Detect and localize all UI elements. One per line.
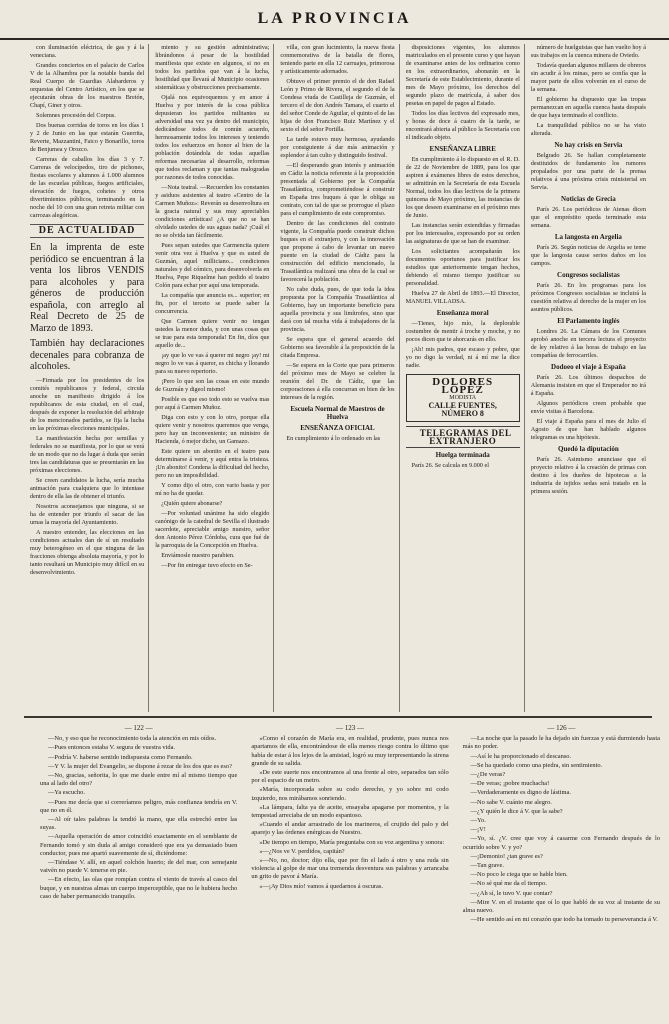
paragraph: París 26. Los últimos despachos de Alemania insisten en que el Emperador no irá á España. xyxy=(530,374,646,397)
paragraph: —Yo, sí. ¿V. cree que voy á casarme con Fernando después de lo ocurrido sobre V. y yo? xyxy=(462,835,660,851)
column-1 xyxy=(30,44,149,712)
paragraph: La tranquilidad pública no se ha visto alterada. xyxy=(530,122,646,137)
paragraph: —Y V. la mujer del Evangelio, se dispone á rezar de los dos que es eso? xyxy=(48,762,232,770)
paragraph: ¡ay que lo ve vas á querer mi negro ¡ay! mi negro lo ve vas á querer, es chicha y llorando para su nuevo repertorio. xyxy=(155,352,270,375)
paragraph: —Tan grave. xyxy=(470,862,504,870)
paragraph: —Ya escucho. xyxy=(48,789,85,797)
paragraph: »—¡Ay Dios mío! vamos á quedarnos á oscuras. xyxy=(259,882,383,890)
paragraph: En cumplimiento á lo dispuesto en el R. D. de 22 de Noviembre de 1889, para los que aspiren á exámenes libres de estos derechos, se admitirán en la Secretaría de esta Escuela Normal, todos los días lectivos de la primera quincena de Mayo próximo, las instancias de los que deseen examinarse en el próximo mes de Junio. xyxy=(405,156,520,219)
ad-role: MODISTA xyxy=(449,395,477,401)
paragraph: —¿De veras? xyxy=(470,771,506,779)
paragraph: »De este suerte nos encontramos al una frente al otro, separados tan sólo por el espacio de un metro. xyxy=(251,769,449,785)
paragraph: El viaje á España para el mes de Julio el Agosto de que han hablado algunos telegramas es una hipótesis. xyxy=(530,418,646,441)
paragraph: Pues sepan ustedes que Carmencita quiere venir otra vez á Huelva y que es usted de Guzmán, aquel milliciano... condiciones naturales y del cómico, para desenvolverla en Huelva, Pepe Riquelme han pedido el teatro Colón para echar por aquí una temporada. xyxy=(155,242,270,289)
paragraph: ¡Ah! mis padres, que escaso y pobre, que yo no digo la verdad, ni á mí me la dice nadie. xyxy=(405,346,520,369)
newspaper-title: LA PROVINCIA xyxy=(257,10,412,27)
paragraph: —Se espera en la Corte que para primeros del próximo mes de Mayo se celebre la reunión del Dr. de Cádiz, que las corporaciones á ella concurran en bien de los intereses de la región. xyxy=(280,362,395,401)
masthead xyxy=(0,0,669,40)
paragraph: ¿Quién quiere abonarse? xyxy=(161,500,223,507)
paragraph: —El desperando gran interés y animación en Cádiz la noticia referente á la proposición presentada al Gobierno por la Compañía Trasatlántica, comprometiéndose á construir en España tres buques á que le obliga su contrato, con tal de que se prorrogue el plazo para el cumplimiento de este compromiso. xyxy=(280,162,395,217)
paragraph: París 26. Según noticias de Argelia se teme que la langosta cause serios daños en los campos. xyxy=(530,244,646,267)
upper-columns xyxy=(30,44,650,712)
paragraph: Grandes conciertos en el palacio de Carlos V de la Alhambra por la notable banda del Real Cuerpo de Guardias Alabarderos y orquestas del Centro Artístico, en los que se ejecutarán obras de los maestros Bretón, Chapí, Giner y otros. xyxy=(30,62,145,109)
paragraph: —Podría V. haberse sentido indispuesta como Fernando. xyxy=(48,753,193,761)
paragraph: —No sabe V. cuánto me alegro. xyxy=(470,798,552,806)
paragraph: —¡Demonio! ¿tan grave es? xyxy=(470,852,543,860)
advertisement xyxy=(406,374,520,422)
paragraph: A nuestro entender, las elecciones en las condiciones actuales dan de sí un resultado muy heterogéneo en el que ninguna de las fracciones obtenga absoluta mayoría, y por lo tanto resultará un Municipio muy difícil en su desenvolvimiento. xyxy=(30,528,145,576)
ad-name: DOLORES LÓPEZ xyxy=(432,376,494,396)
folletin-divider xyxy=(24,716,652,718)
paragraph: El gobierno ha dispuesto que las tropas permanezcan en aquella cuenca hasta después de que haya terminado el conflicto. xyxy=(530,96,646,119)
paragraph: »La lámpara, falta ya de aceite, ensayaba apagarse por momentos, y la tempestad arreciaba de un modo espantoso. xyxy=(251,803,449,820)
serial-section xyxy=(40,724,660,1016)
notice-text: También hay declaraciones decenales para cobranza de alcoholes. xyxy=(30,338,145,372)
section-title: DE ACTUALIDAD xyxy=(30,224,144,238)
paragraph: Ojalá nos equivoquemos y en amor á Huelva y por interés de la cosa pública depusieran los partidos militantes su adversidad una vez ya dentro del municipio, dedicándose todos de común acuerdo, hermosamente todos los intereses y teniendo todos los esfuerzos en honor al bien de la población dotándola de todas aquellas reformas necesarias al desarrollo, reformas que todos reclaman y que tantas malogradas por razones de todos conocidas. xyxy=(155,94,270,181)
paragraph: —Pues me decía que si correríamos peligro, más confianza tendría en V. que no en él. xyxy=(40,798,238,814)
column-2 xyxy=(155,44,274,712)
paragraph: Belgrado 26. Se hallan completamente destituidos de fundamento los rumores propalados por una parte de la prensa relativos á una próxima crisis ministerial en Servia. xyxy=(530,152,646,191)
notice-text: En la imprenta de este periódico se encuentran á la venta los libros VENDIS para alcoholes y para géneros de producción española, con arreglo al Real Decreto de 25 de Marzo de 1893. xyxy=(30,242,145,334)
subheading: Enseñanza moral xyxy=(436,309,489,317)
paragraph: Que Carmen quiere venir no tengan ustedes la menor duda, y con unas cosas que se trae para esta temporada! En fin, díos que aquello de... xyxy=(155,318,270,349)
paragraph: Las instancias serán extendidas y firmadas por los interesados, expresando por su orden las asignaturas de que se han de examinar. xyxy=(405,222,520,245)
paragraph: Y como dijo el otro, con vario basta y por mí no ha de quedar. xyxy=(155,482,270,497)
paragraph: —Por voluntad unánime ha sido elegido canónigo de la catedral de Sevilla el ilustrado sacerdote, apreciable amigo nuestro, señor don Antonio Pérez Córdoba, cura que fué de la parroquia de la Concepción en Huelva. xyxy=(155,510,270,549)
subheading: Dodoeo el viaje á España xyxy=(551,363,626,371)
paragraph: —¿Ah sí, le tuvo V. que contar? xyxy=(470,889,553,897)
paragraph: La tarde estuvo muy hermosa, ayudando por consiguiente á dar más animación y esplendor á tan culto y distinguido festival. xyxy=(280,136,395,159)
paragraph: Todos los días lectivos del expresado mes, y horas de doce á cuatro de la tarde, se encontrará abierta al público la Secretaría con el indicado objeto. xyxy=(405,110,520,141)
paragraph: —¡V! xyxy=(470,826,486,834)
page-number: — 122 — xyxy=(124,724,153,732)
paragraph: Solemnes procesión del Corpus. xyxy=(36,112,116,119)
paragraph: —No poco le ciega que se hable bien. xyxy=(470,871,568,879)
paragraph: —No, y eso que he reconocimiento toda la atención en mis oídos. xyxy=(48,735,217,743)
paragraph: —Aquella operación de amor coincidió exactamente en el semblante de Fernando tomó y sin duda al amigo consideró que era ya demasiado buen conductor, pues me apartó suavemente de sí, diciéndome: xyxy=(40,833,238,857)
paragraph: Dos buenas corridas de toros en los días 1 y 2 de Junio en las que estarán Guerrita, Reverte, Mazzantini, Faico y Bonarillo, toros de Benjumea y Orozco. xyxy=(30,122,145,153)
paragraph: París 26. Los periódicos de Atenas dicen que el empréstito queda terminado esta semana. xyxy=(530,206,646,229)
serial-column-right xyxy=(463,724,660,1016)
subheading: Escuela Normal de Maestros de Huelva xyxy=(290,405,385,421)
paragraph: »Cuando el andar arrastrado de los marineros, el crujido del palo y del aparejo y las órdenes enérgicas de Nuestro. xyxy=(251,821,449,837)
subheading: ENSEÑANZA OFICIAL xyxy=(300,424,375,432)
paragraph: La manifestación hecha por semillas y federales no se manifiesta, por lo que se verá de un modo que no da lugar á duda que serán tres las candidaturas que se presentarán en las próximas elecciones. xyxy=(30,434,145,474)
paragraph: Todavía quedan algunos millares de obreros sin acudir á los minas, pero se confía que la mayor parte de ellos volverán en el curso de la semana. xyxy=(530,62,646,93)
paragraph: Carreras de caballos los días 3 y 7. Carreras de velocípedos, tiro de pichones, fiestas escolares y alumnos á 1.000 alumnos de las escuelas públicas, fuegos artificiales, elevación de fuegos, cohetes y otros divertimientos públicos, terminando en la noche del 10 con una gran retreta militar con carrozas alegóricas. xyxy=(30,156,145,219)
paragraph: —La noche que la pasado le ha dejado sin fuerzas y está durmiendo hasta más no poder. xyxy=(462,735,660,751)
paragraph: No cabe duda, pues, de que toda la idea propuesta por la Compañía Trasatlántica al Gobierno, hay un importante beneficio para aquella provincia y sus limítrofes, sino que dará con tal mucha vida á trabajadores de la provincia. xyxy=(280,286,395,333)
paragraph: —Pues entonces estaba V. segura de vuestra vida. xyxy=(48,744,176,752)
paragraph: Obtuvo el primer premio el de don Rafael León y Primo de Rivera, el segundo el de la Condesa viuda de Castilleja de Guzmán, el tercero el de don Andrés Tamara, el cuarto el del señor Conde de Aguilar, el quinto el de las hijas de don Francisco Ruiz Martínez y el sexto el del señor Portilla. xyxy=(280,78,395,133)
page-number: — 126 — xyxy=(547,724,576,732)
subheading: Quedó la diputación xyxy=(558,445,619,453)
paragraph: —En efecto, las olas que rompían contra el viento de través al casco del buque, y en nuestras almas un cuerpo imperceptible, que no le hubiera hecho caso de haber permanecido tranquilo. xyxy=(40,876,238,900)
paragraph: »María, incorporada sobre su codo derecho, y yo sobre mi codo izquierdo, nos mirábamos sonriendo. xyxy=(251,786,449,802)
column-4 xyxy=(406,44,525,712)
subheading: No hay crisis en Servia xyxy=(554,141,623,149)
paragraph: —Firmada por los presidentes de los comités republicanos y federal, circula anoche un manifiesto dirigido á los republicanos de esta ciudad, en el cual, después de exponer la resolución del arbitraje de los mencionados partidos, se fija la lucha en las próximas elecciones municipales. xyxy=(30,376,145,432)
paragraph: ¡Pero lo que son las cosas en este mundo de Guzmán y digeol mismo! xyxy=(155,378,270,393)
paragraph: Nosotros aconsejamos que ninguna, si se ha de entender por triunfo el sacar de las urnas la mayoría del Ayuntamiento. xyxy=(30,502,145,526)
paragraph: —Se ha quedado como una piedra, sin sentimiento. xyxy=(470,761,603,769)
paragraph: Posible es que eso todo esto se vuelva mas por aquí á Carmen Muñoz. xyxy=(155,396,270,411)
subheading: El Parlamento inglés xyxy=(557,317,620,325)
paragraph: Huelva 27 de Abril de 1893.—El Director, MANUEL VILLADSA. xyxy=(405,290,520,305)
paragraph: —Tiéndase V. allí, en aquel colchón huerto; de del mar, con semejante vaivén no puede V. tenerse en pie. xyxy=(40,859,238,875)
paragraph: »De tiempo en tiempo, María preguntaba con su voz argentina y sonora: xyxy=(259,838,445,846)
paragraph: Se creen candidatos la lucha, sería mucha animación para cualquiera que lo intentase dentro de ella las de obtener el triunfo. xyxy=(30,476,145,500)
paragraph: París 26. Se calcula en 9.000 el xyxy=(411,462,489,469)
paragraph: —Tienes, hijo mío, la deplorable costumbre de mentir á troche y moche, y no pocos dicen que te ahorcarás en ello. xyxy=(405,320,520,343)
paragraph: —Nota teatral. —Recuerden los constantes y asiduos asistentes al teatro «Centro de la Carmen Muñoz»: Reverán su desenvoltura en la gracia natural y sus muy apreciables condiciones artísticas! ¿A que no se han olvidado ustedes de sus aguas nada? ¡Cuál el no se olvida tan fácilmente. xyxy=(155,184,270,239)
ad-address: CALLE FUENTES, NÚMERO 8 xyxy=(428,401,497,418)
paragraph: —Verdaderamente es digno de lástima. xyxy=(470,789,571,797)
paragraph: »—¿Nos ve V. perdidos, capitán? xyxy=(259,847,345,855)
paragraph: miento y su gestión administrativa; librándonos á pesar de la hostilidad manifiesta que existe en algunos, si no en todos los partidos que van á la lucha, hostilidad que llevará al Municipio ocasiones sistemáticas y obstrucciones precisamente. xyxy=(155,44,270,91)
paragraph: Se espera que el general acuerdo del Gobierno sea favorable á la proposición de la citada Empresa. xyxy=(280,336,395,359)
paragraph: Los solicitantes acompañarán los documentos oportunos para justificar los estudios que anteriormente tengan hechos, debiendo el mismo tiempo justificar su personalidad. xyxy=(405,248,520,287)
subheading: Huelga terminada xyxy=(435,451,490,459)
paragraph: París 26. Asimismo anunciase que el proyecto relativo á la creación de primas con destino á los dueños de hipotecas a la industria de tejidos sedas será tratado en la primera sesión. xyxy=(530,456,646,495)
page-number: — 123 — xyxy=(335,724,364,732)
paragraph: —He sentido así en mi corazón que todo ha tomado tu perseverancia á V. xyxy=(470,916,658,924)
paragraph: »—No, no, doctor; dijo ella, que por fin el lado á otro y una ruda sin violencia al golpe de mar una tremenda desventura sus palabras y arrancaba un grito de pavor á María. xyxy=(251,857,449,881)
paragraph: Algunos periódicos creen probable que envíe visitas á Barcelona. xyxy=(530,400,646,415)
paragraph: —De veras; ¡pobre muchacha! xyxy=(470,780,550,788)
paragraph: En cumplimiento á lo ordenado en las xyxy=(286,435,381,442)
subheading: Noticias de Grecia xyxy=(561,195,616,203)
paragraph: »Como el corazón de María era, en realidad, prudente, pues nunca nos apartamos de ella, encontrándose de ella menos riesgo contra lo último que había de estar á los lejos de la amistad, logró su muy terpresentando la sirena grande de su salida. xyxy=(251,735,449,767)
paragraph: —Por fin entregar tuvo efecto en Se- xyxy=(161,562,253,569)
paragraph: París 26. En los programas para los próximos Congresos socialistas se incluirá la cuestión relativa al derecho de la mujer en los asuntos públicos. xyxy=(530,282,646,313)
paragraph: Londres 26. La Cámara de los Comunes aprobó anoche en tercera lectura el proyecto de ley relativo á las horas de trabajo en las compañías de ferrocarriles. xyxy=(530,328,646,359)
column-3 xyxy=(280,44,399,712)
paragraph: —Así le ha proporcionado el descanso. xyxy=(470,752,572,760)
telegram-section-title: TELEGRAMAS DEL EXTRANJERO xyxy=(406,426,520,448)
paragraph: Diga con esto y con lo otro, porque ella quiere venir y nosotros queremos que venga, pero hay un inconveniente; un ministro de Hacienda, ó mejor dicho, un Gamazo. xyxy=(155,414,270,445)
paragraph: —¿Y quién le dice á V. que la sabe? xyxy=(470,807,563,815)
paragraph: La compañía que anuncia es... superior; en fin, por el terceto se puede saber la concurrencia. xyxy=(155,292,270,315)
paragraph: —Mire V. en el instante que oí lo que habló de su voz al instante de su alma nuevo. xyxy=(462,898,660,915)
column-5 xyxy=(531,44,650,712)
paragraph: Enviámosle nuestro parabien. xyxy=(161,552,235,559)
paragraph: Dentro de las condiciones del contrato vigente, la Compañía puede construir dichos buques en el extranjero, y con la innovación que propone á cabo de levantar un nuevo puente en la ciudad de Cádiz para la construcción del edificio mencionado, la Trasatlántica realizará una obra de la cual se favorecerá la población. xyxy=(280,220,395,283)
serial-column-left xyxy=(40,724,237,1016)
paragraph: disposiciones vigentes, los alumnos matriculados en el presente curso y que hayan de examinarse antes de los ordinarios como en los extraordinarios, abonarán en la Secretaría de este Establecimiento, durante el mes de Mayo próximo, los derechos del segundo plazo de matrícula, á saber dos pesetas en papel de pagos al Estado. xyxy=(405,44,520,107)
subheading: Congresos socialistas xyxy=(557,271,620,279)
paragraph: —No sé qué me da el tiempo. xyxy=(470,880,547,888)
paragraph: —No, gracias, señorita, lo que me duele entre mí al mismo tiempo que una al lado del otro? xyxy=(40,772,238,788)
paragraph: Este quiere un abonito en el teatro para determinarse á venir, y aquí entra la tristeza. ¡Un abonito! Condena la dificultad del hecho, pero no un imposibilidad. xyxy=(155,448,270,479)
subheading: ENSEÑANZA LIBRE xyxy=(429,145,496,153)
paragraph: con iluminación eléctrica, de gas y á la veneciana. xyxy=(30,44,145,59)
paragraph: villa, con gran lucimiento, la nueva fiesta conmemorativa de la batalla de flores, teniendo parte en ella 12 carruajes, primorosa y artísticamente adornados. xyxy=(280,44,395,75)
paragraph: —Al oír tales palabras la tendió la mano, que ella estrechó entre las suyas. xyxy=(40,816,238,832)
paragraph: número de huelguistas que han vuelto hoy á sus trabajos en la cuenca minera de Oviedo. xyxy=(530,44,646,59)
subheading: La langosta en Argelia xyxy=(554,233,622,241)
paragraph: —Yo. xyxy=(470,817,486,825)
serial-column-middle xyxy=(251,724,448,1016)
